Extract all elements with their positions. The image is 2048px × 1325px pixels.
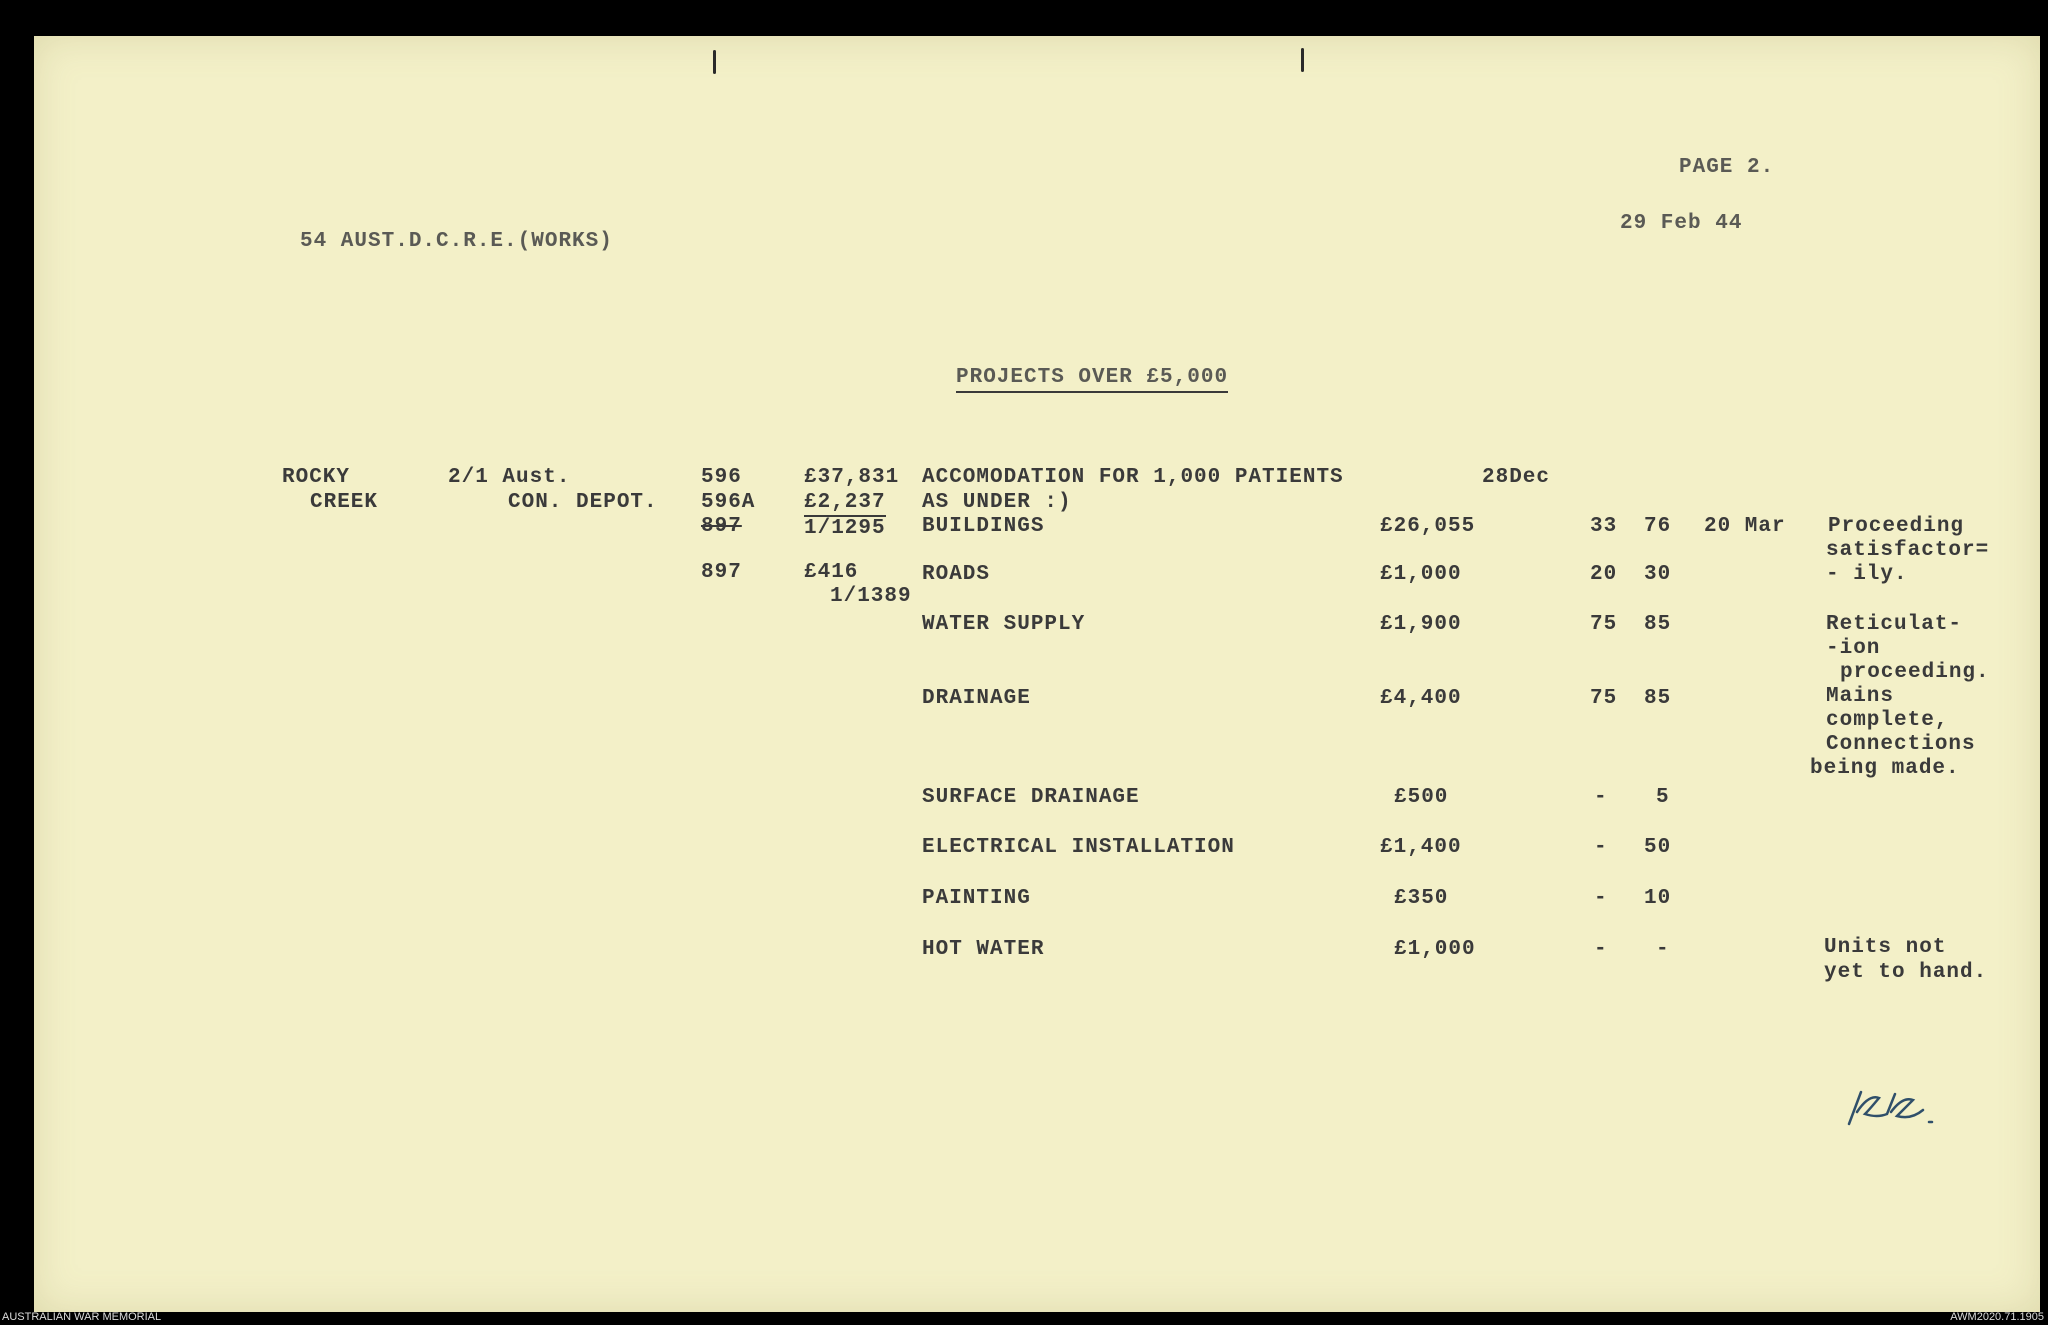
row-cost: £26,055 — [1380, 515, 1476, 538]
row-cost: £1,000 — [1394, 938, 1476, 961]
document-date: 29 Feb 44 — [1620, 212, 1743, 235]
row-b: - — [1656, 938, 1670, 961]
row-remark: proceeding. — [1840, 661, 1990, 684]
unit-line-2: CON. DEPOT. — [508, 491, 658, 514]
row-remark: complete, — [1826, 709, 1949, 732]
location-line-2: CREEK — [310, 491, 379, 514]
row-item: DRAINAGE — [922, 687, 1031, 710]
row-remark: yet to hand. — [1824, 961, 1988, 984]
row-a: 75 — [1590, 613, 1618, 636]
handwritten-signature — [1839, 1084, 1949, 1134]
row-remark: Proceeding — [1828, 515, 1965, 538]
row-cost: £350 — [1394, 887, 1449, 910]
page-number: PAGE 2. — [1679, 156, 1775, 179]
row-item: HOT WATER — [922, 938, 1045, 961]
document-title: PROJECTS OVER £5,000 — [956, 366, 1228, 393]
row-b: 85 — [1644, 687, 1672, 710]
row-cost: £4,400 — [1380, 687, 1462, 710]
row-remark: Units not — [1824, 936, 1947, 959]
location-line-1: ROCKY — [282, 466, 351, 489]
row-b: 85 — [1644, 613, 1672, 636]
footer-left: AUSTRALIAN WAR MEMORIAL — [2, 1311, 162, 1323]
punch-mark — [713, 50, 716, 74]
row-remark: being made. — [1810, 757, 1960, 780]
row-cost: £1,900 — [1380, 613, 1462, 636]
row-item: BUILDINGS — [922, 515, 1045, 538]
row-remark: -ion — [1826, 637, 1881, 660]
row-remark: Mains — [1826, 685, 1895, 708]
row-cost: £1,400 — [1380, 836, 1462, 859]
unit-line-1: 2/1 Aust. — [448, 466, 571, 489]
row-item: ROADS — [922, 563, 991, 586]
row-a: - — [1594, 786, 1608, 809]
cost-value: £37,831 — [804, 466, 900, 489]
ref-number: 897 — [701, 561, 742, 584]
row-cost: £500 — [1394, 786, 1449, 809]
row-remark: - ily. — [1826, 563, 1908, 586]
start-date: 28Dec — [1482, 466, 1551, 489]
row-b: 50 — [1644, 836, 1672, 859]
row-remark: Connections — [1826, 733, 1976, 756]
ref-number: 596A — [701, 491, 756, 514]
ref-number: 897 — [701, 515, 742, 538]
row-b: 5 — [1656, 786, 1670, 809]
row-remark: satisfactor= — [1826, 539, 1990, 562]
row-a: 20 — [1590, 563, 1618, 586]
cost-value: £416 — [804, 561, 859, 584]
row-a: 33 — [1590, 515, 1618, 538]
project-description: ACCOMODATION FOR 1,000 PATIENTS — [922, 466, 1344, 489]
row-remark: Reticulat- — [1826, 613, 1963, 636]
row-cost: £1,000 — [1380, 563, 1462, 586]
row-a: - — [1594, 887, 1608, 910]
ref-number: 596 — [701, 466, 742, 489]
row-item: PAINTING — [922, 887, 1031, 910]
cost-value: 1/1389 — [830, 585, 912, 608]
row-a: 75 — [1590, 687, 1618, 710]
row-item: WATER SUPPLY — [922, 613, 1086, 636]
cost-value: £2,237 — [804, 491, 886, 514]
punch-mark — [1301, 48, 1304, 72]
row-b: 10 — [1644, 887, 1672, 910]
row-a: - — [1594, 938, 1608, 961]
row-b: 30 — [1644, 563, 1672, 586]
footer-right: AWM2020.71.1905 — [1950, 1311, 2044, 1323]
cost-value: 1/1295 — [804, 517, 886, 540]
unit-heading: 54 AUST.D.C.R.E.(WORKS) — [300, 230, 613, 253]
row-item: ELECTRICAL INSTALLATION — [922, 836, 1235, 859]
document-page — [34, 36, 2040, 1312]
row-b: 76 — [1644, 515, 1672, 538]
project-description: AS UNDER :) — [922, 491, 1072, 514]
row-item: SURFACE DRAINAGE — [922, 786, 1140, 809]
row-a: - — [1594, 836, 1608, 859]
row-date: 20 Mar — [1704, 515, 1786, 538]
